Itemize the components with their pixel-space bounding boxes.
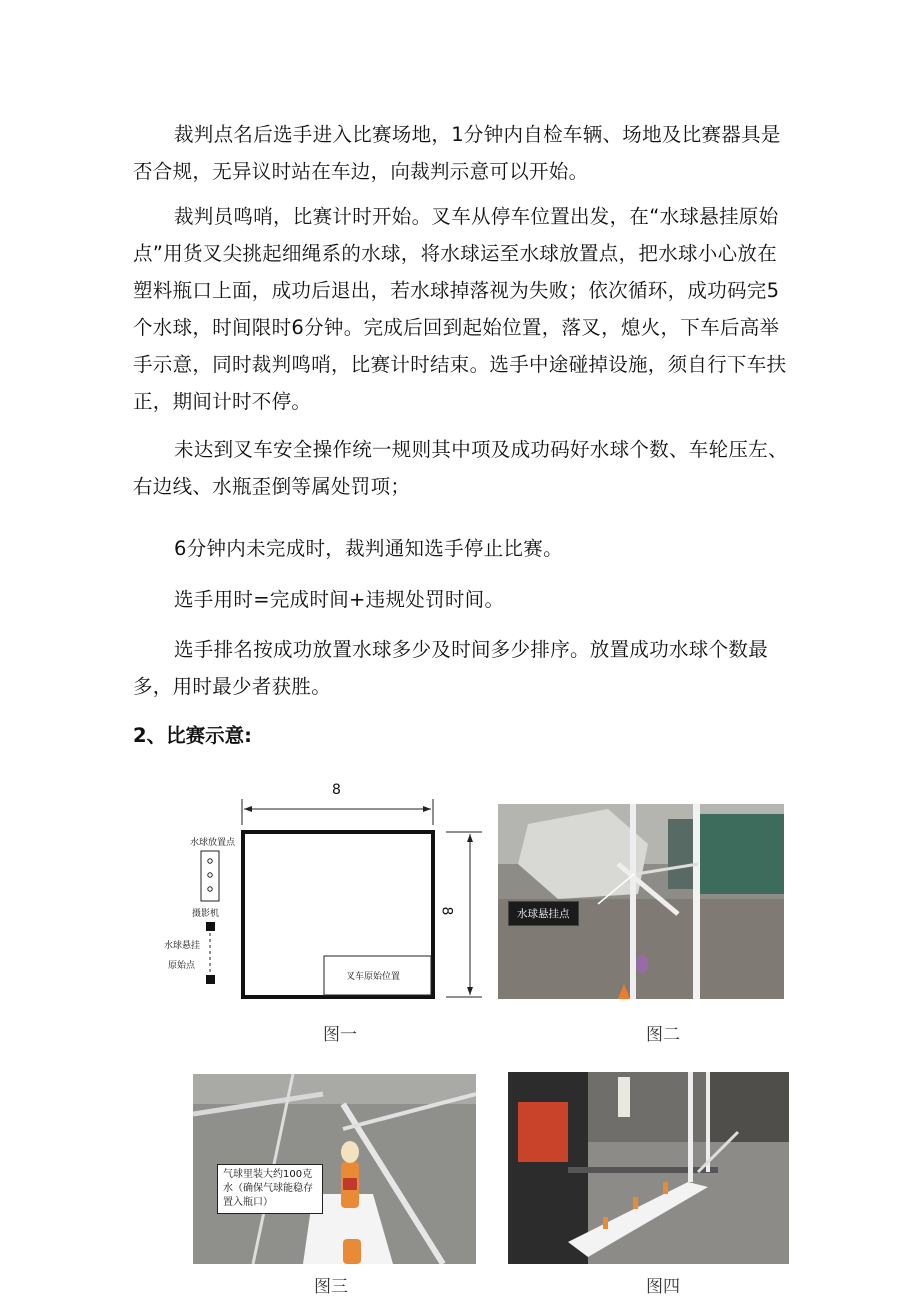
balloon-note-line1: 气球里装大约100克 xyxy=(223,1169,313,1180)
label-hanging-point: 水球悬挂点 xyxy=(508,901,579,926)
figure-course-diagram xyxy=(160,775,490,1010)
label-camera: 摄影机 xyxy=(192,909,220,919)
paragraph-rollcall: 裁判点名后选手进入比赛场地，1分钟内自检车辆、场地及比赛器具是否合规，无异议时站在车边，向裁判示意可以开始。 xyxy=(133,123,781,183)
label-ball-placement: 水球放置点 xyxy=(190,838,236,848)
label-start-position: 叉车原始位置 xyxy=(346,972,401,982)
figure-forklift-photo xyxy=(508,1072,789,1264)
paragraph-ranking: 选手排名按成功放置水球多少及时间多少排序。放置成功水球个数最多，用时最少者获胜。 xyxy=(133,638,769,698)
caption-figure4: 图四 xyxy=(646,1277,680,1297)
paragraph-penalties: 未达到叉车安全操作统一规则其中项及成功码好水球个数、车轮压左、右边线、水瓶歪倒等属处罚项； xyxy=(133,438,788,498)
course-diagram-svg xyxy=(160,775,490,1010)
dimension-top: 8 xyxy=(332,782,341,798)
label-balloon-note xyxy=(217,1164,323,1214)
section-heading: 2、比赛示意: xyxy=(133,724,252,747)
dimension-right: 8 xyxy=(438,906,455,916)
caption-figure3: 图三 xyxy=(314,1277,348,1297)
figure-hanging-point-photo xyxy=(498,804,784,999)
balloon-note-line3: 置入瓶口） xyxy=(223,1197,273,1208)
caption-figure2: 图二 xyxy=(646,1025,680,1045)
figure-balloon-bottle-photo xyxy=(193,1074,476,1264)
balloon-note-line2: 水（确保气球能稳存 xyxy=(223,1183,313,1194)
paragraph-time-formula: 选手用时=完成时间+违规处罚时间。 xyxy=(174,588,505,611)
label-origin-line1: 水球悬挂 xyxy=(164,941,201,951)
label-origin-line2: 原始点 xyxy=(168,961,196,971)
caption-figure1: 图一 xyxy=(323,1025,357,1045)
paragraph-timeout: 6分钟内未完成时，裁判通知选手停止比赛。 xyxy=(174,537,563,560)
paragraph-procedure: 裁判员鸣哨，比赛计时开始。叉车从停车位置出发，在“水球悬挂原始点”用货叉尖挑起细绳系的水球，将水球运至水球放置点，把水球小心放在塑料瓶口上面，成功后退出，若水球掉落视为失败；依次循环，成功码完5个水球，时间限时6分钟。完成后回到起始位置，落叉，熄火，下车后高举手示意，同时裁判鸣哨，比赛计时结束。选手中途碰掉设施，须自行下车扶正，期间计时不停。 xyxy=(133,205,787,413)
forklift-scene xyxy=(508,1072,789,1264)
